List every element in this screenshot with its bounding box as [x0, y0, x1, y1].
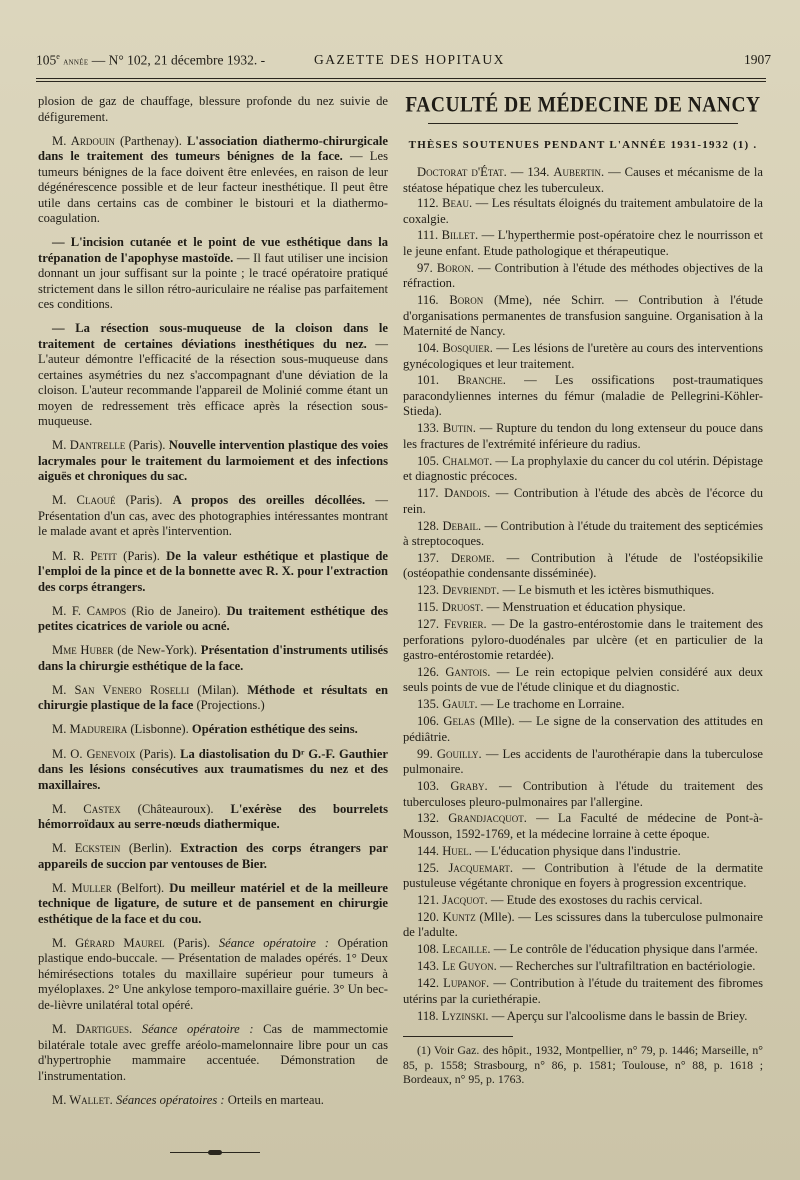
communication-entry: [38, 683, 388, 714]
author-city: (Parthenay).: [119, 133, 182, 148]
author-city: (Belfort).: [116, 880, 165, 895]
thesis-title: — Les résultats éloignés du traitement ambulatoire de la coxalgie.: [403, 196, 764, 226]
thesis-number: 135.: [417, 697, 440, 712]
thesis-number: 125.: [417, 860, 440, 875]
page-number: 1907: [744, 52, 771, 67]
thesis-number: 134.: [527, 165, 550, 179]
thesis-entry: [403, 421, 763, 452]
thesis-author: Billet.: [441, 228, 479, 243]
thesis-entry: [403, 1009, 763, 1025]
thesis-title: — L'éducation physique dans l'industrie.: [475, 843, 681, 858]
author-name: Mme Huber: [52, 643, 114, 658]
thesis-number: 106.: [417, 714, 440, 729]
thesis-title: — Le rein ectopique pelvien considéré aux deux seuls points de vue de l'étude clinique et du diagnostic.: [403, 664, 764, 695]
author-city: (Paris).: [125, 493, 163, 508]
communication-title: La diastolisation du Dʳ G.-F. Gauthier dans les lésions consécutives aux traumatismes du nez et des maxillaires.: [38, 746, 388, 792]
communication-summary: — Il faut utiliser une incision donnant un jour suffisant sur la pointe ; le tracé opératoire pratiqué strictement dans le sillon rétro-auriculaire ne réalise pas parfaitement ces conditions.: [38, 250, 388, 312]
thesis-number: 103.: [417, 779, 440, 794]
session-label: Séances opératoires :: [115, 1092, 225, 1107]
thesis-number: 144.: [417, 843, 440, 858]
thesis-entry: [403, 583, 763, 599]
thesis-number: 123.: [417, 583, 440, 598]
thesis-entry: [403, 228, 763, 259]
thesis-entry: [403, 519, 763, 550]
communication-entry: [38, 604, 388, 635]
year-number: 105: [36, 52, 57, 68]
communication-title: Du traitement esthétique des petites cicatrices de variole ou acné.: [38, 603, 388, 634]
thesis-entry: [403, 486, 763, 517]
thesis-title: — De la gastro-entérostomie dans le traitement des perforations pyloro-duodénales par ulcère (et en particulier de la gastro-entérostomie retardée).: [403, 617, 764, 663]
thesis-title: (Mlle). — Les scissures dans la tuberculose pulmonaire de l'adulte.: [403, 909, 763, 940]
thesis-title: — Le bismuth et les ictères bismuthiques.: [502, 583, 715, 598]
author-name: M. Castex: [52, 801, 121, 816]
communication-title: Du meilleur matériel et de la meilleure technique de ligature, de suture et de pansement en chirurgie esthétique de la face et du cou.: [38, 880, 388, 926]
section-title: FACULTÉ DE MÉDECINE DE NANCY: [405, 93, 761, 118]
thesis-entry: [403, 617, 763, 664]
thesis-author: Branche.: [457, 373, 506, 388]
thesis-entry: [403, 811, 763, 842]
thesis-title: — Les lésions de l'uretère au cours des interventions gynécologiques et leur traitement.: [403, 341, 764, 371]
thesis-number: 116.: [417, 293, 439, 308]
author-city: (Lisbonne).: [130, 722, 189, 737]
communication-entry: [38, 747, 388, 794]
author-name: M. Claoué: [52, 493, 116, 508]
thesis-title: — Contribution à l'étude des abcès de l'écorce du rein.: [403, 486, 764, 516]
thesis-number: 101.: [417, 373, 440, 388]
thesis-number: 97.: [417, 260, 433, 275]
communication-summary: — Présentation d'un cas, avec des photographies intéressantes montrant le malade avant et après l'intervention.: [38, 493, 388, 539]
communication-title: Nouvelle intervention plastique des voies lacrymales pour le traitement du larmoiement et des infections aiguës et chroniques du sac.: [38, 438, 388, 484]
thesis-number: 143.: [417, 959, 440, 974]
thesis-number: 118.: [417, 1008, 439, 1023]
continued-text: plosion de gaz de chauffage, blessure profonde du nez suivie de défigurement.: [38, 94, 388, 124]
footnote-rule: [403, 1036, 513, 1037]
thesis-entry: [403, 293, 763, 340]
communication-title: L'association diathermo-chirurgicale dans le traitement des tumeurs bénignes de la face.: [38, 133, 388, 164]
thesis-title: — Contribution à l'étude de l'ostéopsikilie (ostéopathie condensante disséminée).: [403, 550, 764, 581]
thesis-author: Lyzinski.: [441, 1008, 489, 1023]
thesis-title: — Contribution à l'étude de la dermatite pustuleuse végétante chronique en foyers à progression excentrique.: [403, 860, 764, 891]
communication-title: — La résection sous-muqueuse de la cloison dans le traitement de certaines déviations inesthétiques du nez.: [38, 321, 388, 351]
header-rule: [36, 78, 766, 79]
communication-entry: [38, 235, 388, 313]
thesis-author: Chalmot.: [442, 453, 493, 468]
communication-title: A propos des oreilles décollées.: [172, 493, 366, 508]
thesis-title: — Etude des exostoses du rachis cervical.: [490, 893, 703, 908]
communication-title: Opération esthétique des seins.: [191, 722, 358, 737]
author-city: (Berlin).: [128, 841, 172, 856]
thesis-number: 117.: [417, 486, 439, 501]
communication-summary: Cas de mammectomie bilatérale totale avec greffe aréolo-mamelonnaire libre pour un cas d'hypertrophie mammaire accentuée. Démonstration de l'instrumentation.: [38, 1022, 388, 1083]
author-name: M. Dantrelle: [52, 438, 126, 453]
thesis-entry: [403, 893, 763, 909]
thesis-title: — La Faculté de médecine de Pont-à-Mousson, 1592-1769, et la médecine lorraine à cette époque.: [403, 811, 764, 841]
thesis-number: 105.: [417, 453, 440, 468]
thesis-number: 121.: [417, 893, 440, 908]
thesis-author: Butin.: [442, 421, 476, 436]
communication-entry: [38, 549, 388, 596]
thesis-number: 127.: [417, 617, 440, 632]
thesis-number: 108.: [417, 942, 440, 957]
communication-entry: [38, 134, 388, 227]
thesis-author: Jacquot.: [442, 893, 488, 908]
thesis-entry: [403, 600, 763, 616]
thesis-entry: [403, 373, 763, 420]
year-label: année: [63, 56, 89, 68]
thesis-number: 142.: [417, 976, 440, 991]
doctorat-label: Doctorat d'État.: [417, 165, 507, 179]
author-city: (de New-York).: [117, 643, 198, 658]
thesis-entry: [403, 959, 763, 975]
author-name: M. R. Petit: [52, 548, 117, 563]
title-rule: [428, 123, 738, 124]
thesis-author: Jacquemart.: [448, 860, 513, 875]
communication-summary: (Projections.): [196, 698, 265, 713]
communication-title: L'exérèse des bourrelets hémorroïdaux au serre-nœuds diathermique.: [38, 801, 388, 832]
thesis-author: Fevrier.: [444, 617, 487, 632]
thesis-entry: [403, 942, 763, 958]
issue-info: [36, 52, 265, 69]
thesis-author: Bosquier.: [442, 341, 493, 356]
author-city: (Paris).: [123, 548, 160, 563]
thesis-author: Grandjacquot.: [448, 811, 527, 826]
communication-entry: [38, 1022, 388, 1084]
thesis-entry: [403, 196, 763, 227]
thesis-author: Derome.: [450, 550, 495, 565]
thesis-entry: [403, 665, 763, 696]
author-name: M. Gérard Maurel: [52, 935, 165, 950]
author-name: M. Ardouin: [52, 133, 115, 148]
thesis-author: Lupanof.: [443, 976, 490, 991]
theses-list: [403, 196, 763, 1024]
thesis-author: Boron: [449, 293, 484, 308]
thesis-number: 137.: [417, 550, 440, 565]
thesis-number: 133.: [417, 421, 440, 436]
thesis-author: Beau.: [442, 196, 473, 210]
thesis-author: Huel.: [442, 843, 472, 858]
thesis-entry: [403, 714, 763, 745]
end-ornament: [170, 1148, 260, 1153]
author-city: (Châteauroux).: [137, 801, 214, 816]
journal-title: GAZETTE DES HOPITAUX: [314, 52, 505, 67]
author-city: (Rio de Janeiro).: [131, 603, 221, 618]
communication-summary: — L'auteur démontre l'efficacité de la résection sous-muqueuse dans certaines asymétries du nez s'accompagnant d'une déviation de la cloison. L'auteur recommande l'appareil de Molinié comme étant un moyen de redressement très efficace après la résection sous-muqueuse.: [38, 336, 388, 429]
thesis-title: — Contribution à l'étude du traitement des septicémies à streptocoques.: [403, 518, 763, 549]
communication-title: Extraction des corps étrangers par appareils de succion par ventouses de Bier.: [38, 841, 389, 871]
thesis-entry: [403, 976, 763, 1007]
thesis-number: 104.: [417, 341, 440, 356]
author-name: M. Muller: [52, 880, 112, 895]
thesis-author: Gouilly.: [436, 746, 482, 761]
right-column: [403, 94, 763, 1095]
session-label: Séance opératoire :: [218, 935, 329, 950]
thesis-title: — La prophylaxie du cancer du col utérin. Dépistage et diagnostic précoces.: [403, 453, 763, 484]
communication-entry: [38, 643, 388, 674]
thesis-number: 132.: [417, 811, 440, 826]
thesis-entry: [403, 341, 763, 372]
session-label: Séance opératoire :: [141, 1022, 254, 1036]
thesis-title: — Contribution à l'étude du traitement des fibromes utérins par la curiethérapie.: [403, 976, 763, 1006]
thesis-title: — Les ossifications post-traumatiques paracondyliennes internes du fémur (maladie de Pellegrini-Köhler-Stieda).: [403, 373, 763, 419]
thesis-author: Aubertin.: [553, 165, 605, 179]
communication-entry: [38, 1093, 388, 1109]
thesis-author: Lecaille.: [442, 942, 491, 957]
communications-list: [38, 134, 388, 1109]
thesis-number: 111.: [417, 228, 439, 243]
thesis-author: Gault.: [442, 697, 478, 712]
thesis-entry: [403, 261, 763, 292]
thesis-title: — Contribution à l'étude des méthodes objectives de la réfraction.: [403, 260, 764, 291]
thesis-author: Devriendt.: [442, 583, 500, 598]
author-name: M. Eckstein: [52, 841, 121, 856]
thesis-author: Kuntz: [442, 909, 476, 924]
communication-title: De la valeur esthétique et plastique de l'emploi de la pince et de la bonnette avec R. X. pour l'extraction des corps étrangers.: [38, 548, 389, 594]
thesis-title: (Mme), née Schirr. — Contribution à l'étude d'organisations permanentes de transfusion sanguine. Organisation à la Maternité de Nancy.: [403, 293, 763, 339]
thesis-title: — Le contrôle de l'éducation physique dans l'armée.: [493, 942, 758, 957]
author-name: M. F. Campos: [52, 603, 127, 618]
thesis-title: — Recherches sur l'ultrafiltration en bactériologie.: [499, 959, 756, 974]
thesis-title: — Les accidents de l'aurothérapie dans la tuberculose pulmonaire.: [403, 746, 763, 777]
communication-summary: — Les tumeurs bénignes de la face doivent être enlevées, en raison de leur dégénérescence possible et de leur facteur inesthétique. Il peut être utile dans certains cas de combiner le bistouri et la diathermo-coagulation.: [38, 149, 388, 226]
communication-entry: [38, 841, 388, 872]
communication-summary: Orteils en marteau.: [227, 1092, 324, 1107]
communication-title: Présentation d'instruments utilisés dans la chirurgie esthétique de la face.: [38, 643, 389, 673]
thesis-author: Druost.: [441, 600, 484, 615]
thesis-number: 126.: [417, 664, 440, 679]
thesis-author: Graby.: [450, 779, 488, 794]
thesis-entry: [403, 551, 763, 582]
thesis-number: 128.: [417, 518, 440, 533]
doctorat-entry: Doctorat d'État. — 134. Aubertin. — Causes et mécanisme de la stéatose hépatique chez les tuberculeux.: [403, 165, 763, 195]
thesis-title: — Contribution à l'étude du traitement des tuberculoses pleuro-pulmonaires par l'allergine.: [403, 779, 764, 809]
thesis-title: — Rupture du tendon du long extenseur du pouce dans les fractures de l'extrémité inférieure du radius.: [403, 421, 763, 451]
thesis-title: — Le trachome en Lorraine.: [480, 697, 625, 712]
thesis-number: 112.: [417, 196, 439, 210]
thesis-author: Gantois.: [445, 664, 491, 679]
thesis-author: Gelas: [443, 714, 476, 729]
author-city: (Paris).: [139, 746, 177, 761]
communication-summary: Opération plastique endo-buccale. — Présentation de malades opérés. 1° Deux hémirésections totales du maxillaire supérieur pour tumeurs à myéloplaxes. 2° Une ankylose temporo-maxillaire guérie. 3° Un bec-de-lièvre unilatéral total opéré.: [38, 935, 389, 1012]
left-column: [38, 94, 388, 1117]
thesis-entry: [403, 861, 763, 892]
communication-entry: [38, 802, 388, 833]
author-city: (Milan).: [197, 682, 240, 697]
communication-entry: [38, 438, 388, 485]
thesis-author: Dandois.: [444, 486, 491, 501]
thesis-title: — Menstruation et éducation physique.: [486, 600, 686, 615]
thesis-entry: [403, 779, 763, 810]
author-city: (Paris).: [173, 935, 211, 950]
thesis-number: 120.: [417, 909, 440, 924]
author-name: M. Wallet.: [52, 1092, 113, 1107]
communication-entry: [38, 936, 388, 1014]
author-name: M. Madureira: [52, 722, 128, 737]
header-rule-double: [36, 81, 766, 82]
thesis-entry: [403, 910, 763, 941]
thesis-number: 99.: [417, 746, 433, 761]
author-name: M. O. Genevoix: [52, 746, 136, 761]
section-subheading: THÈSES SOUTENUES PENDANT L'ANNÉE 1931-1932 (1) .: [408, 138, 758, 151]
thesis-author: Debail.: [442, 518, 482, 533]
thesis-entry: [403, 747, 763, 778]
communication-entry: [38, 493, 388, 540]
author-city: (Paris).: [128, 438, 166, 453]
year-ordinal: e: [56, 52, 60, 61]
end-rule: [170, 1152, 260, 1153]
thesis-title: — Aperçu sur l'alcoolisme dans le bassin de Briey.: [491, 1008, 748, 1023]
page-header: [36, 52, 771, 72]
communication-entry: [38, 321, 388, 430]
footnote: (1) Voir Gaz. des hôpit., 1932, Montpellier, n° 79, p. 1446; Marseille, n° 85, p. 1558; Strasbourg, n° 86, p. 1581; Toulouse, n° 88, p. 1618 ; Bordeaux, n° 95, p. 1763.: [403, 1043, 763, 1087]
thesis-title: (Mlle). — Le signe de la conservation des attitudes en pédiâtrie.: [403, 714, 763, 744]
communication-title: Méthode et résultats en chirurgie plastique de la face: [38, 682, 388, 713]
thesis-title: — Causes et mécanisme de la stéatose hépatique chez les tuberculeux.: [403, 165, 763, 195]
author-name: M. San Venero Roselli: [52, 682, 190, 697]
communication-entry: [38, 722, 388, 738]
thesis-entry: [403, 844, 763, 860]
thesis-entry: [403, 454, 763, 485]
issue-date: — N° 102, 21 décembre 1932. -: [91, 52, 266, 68]
thesis-author: Le Guyon.: [442, 959, 497, 974]
thesis-author: Boron.: [436, 260, 474, 275]
thesis-entry: [403, 697, 763, 713]
communication-entry: [38, 881, 388, 928]
communication-title: — L'incision cutanée et le point de vue esthétique dans la trépanation de l'apophyse mastoïde.: [38, 235, 388, 265]
thesis-number: 115.: [417, 600, 439, 615]
author-name: M. Dartigues.: [52, 1022, 133, 1036]
thesis-title: — L'hyperthermie post-opératoire chez le nourrisson et le jeune enfant. Etude pathologique et thérapeutique.: [403, 228, 763, 258]
